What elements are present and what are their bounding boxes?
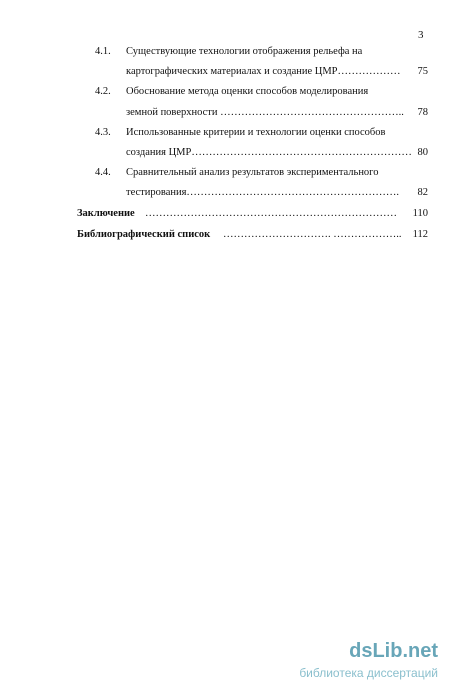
toc-conclusion-page: 110 <box>412 208 428 219</box>
toc-entry-title-line1: Сравнительный анализ результатов экспериментального <box>126 167 379 178</box>
toc-entry-title-line1: Обоснование метода оценки способов моделирования <box>126 86 369 97</box>
toc-entry-number: 4.1. <box>95 46 111 57</box>
toc-conclusion-label: Заключение <box>77 208 135 219</box>
toc-entry-title-line2: картографических материалах и создание ЦМР……………… <box>126 66 401 77</box>
watermark <box>248 640 438 688</box>
toc-entry-title-line2: земной поверхности …………………………………………….. <box>126 107 404 118</box>
toc-entry-title-line1: Использованные критерии и технологии оценки способов <box>126 127 386 138</box>
toc-bibliography-label: Библиографический список <box>77 229 211 240</box>
toc-entry-page: 80 <box>417 147 428 158</box>
page-number: 3 <box>418 29 424 41</box>
toc-entry-number: 4.2. <box>95 86 111 97</box>
toc-entry-title-line2: тестирования……………………………………………………. <box>126 187 400 198</box>
watermark-logo: dsLib.net <box>349 640 438 662</box>
toc-entry-title-line1: Существующие технологии отображения рельефа на <box>126 46 363 57</box>
toc-entry-page: 82 <box>417 187 428 198</box>
toc-entry-number: 4.3. <box>95 127 111 138</box>
toc-entry-number: 4.4. <box>95 167 111 178</box>
toc-bibliography-dots: …………………………. ……………….. <box>223 229 402 240</box>
toc-conclusion-dots: ……………………………………………………………… <box>145 208 397 219</box>
toc-entry-title-line2: создания ЦМР……………………………………………………… <box>126 147 412 158</box>
toc-bibliography-page: 112 <box>412 229 428 240</box>
toc-entry-page: 78 <box>417 107 428 118</box>
watermark-subtitle: библиотека диссертаций <box>299 666 438 680</box>
toc-entry-page: 75 <box>417 66 428 77</box>
